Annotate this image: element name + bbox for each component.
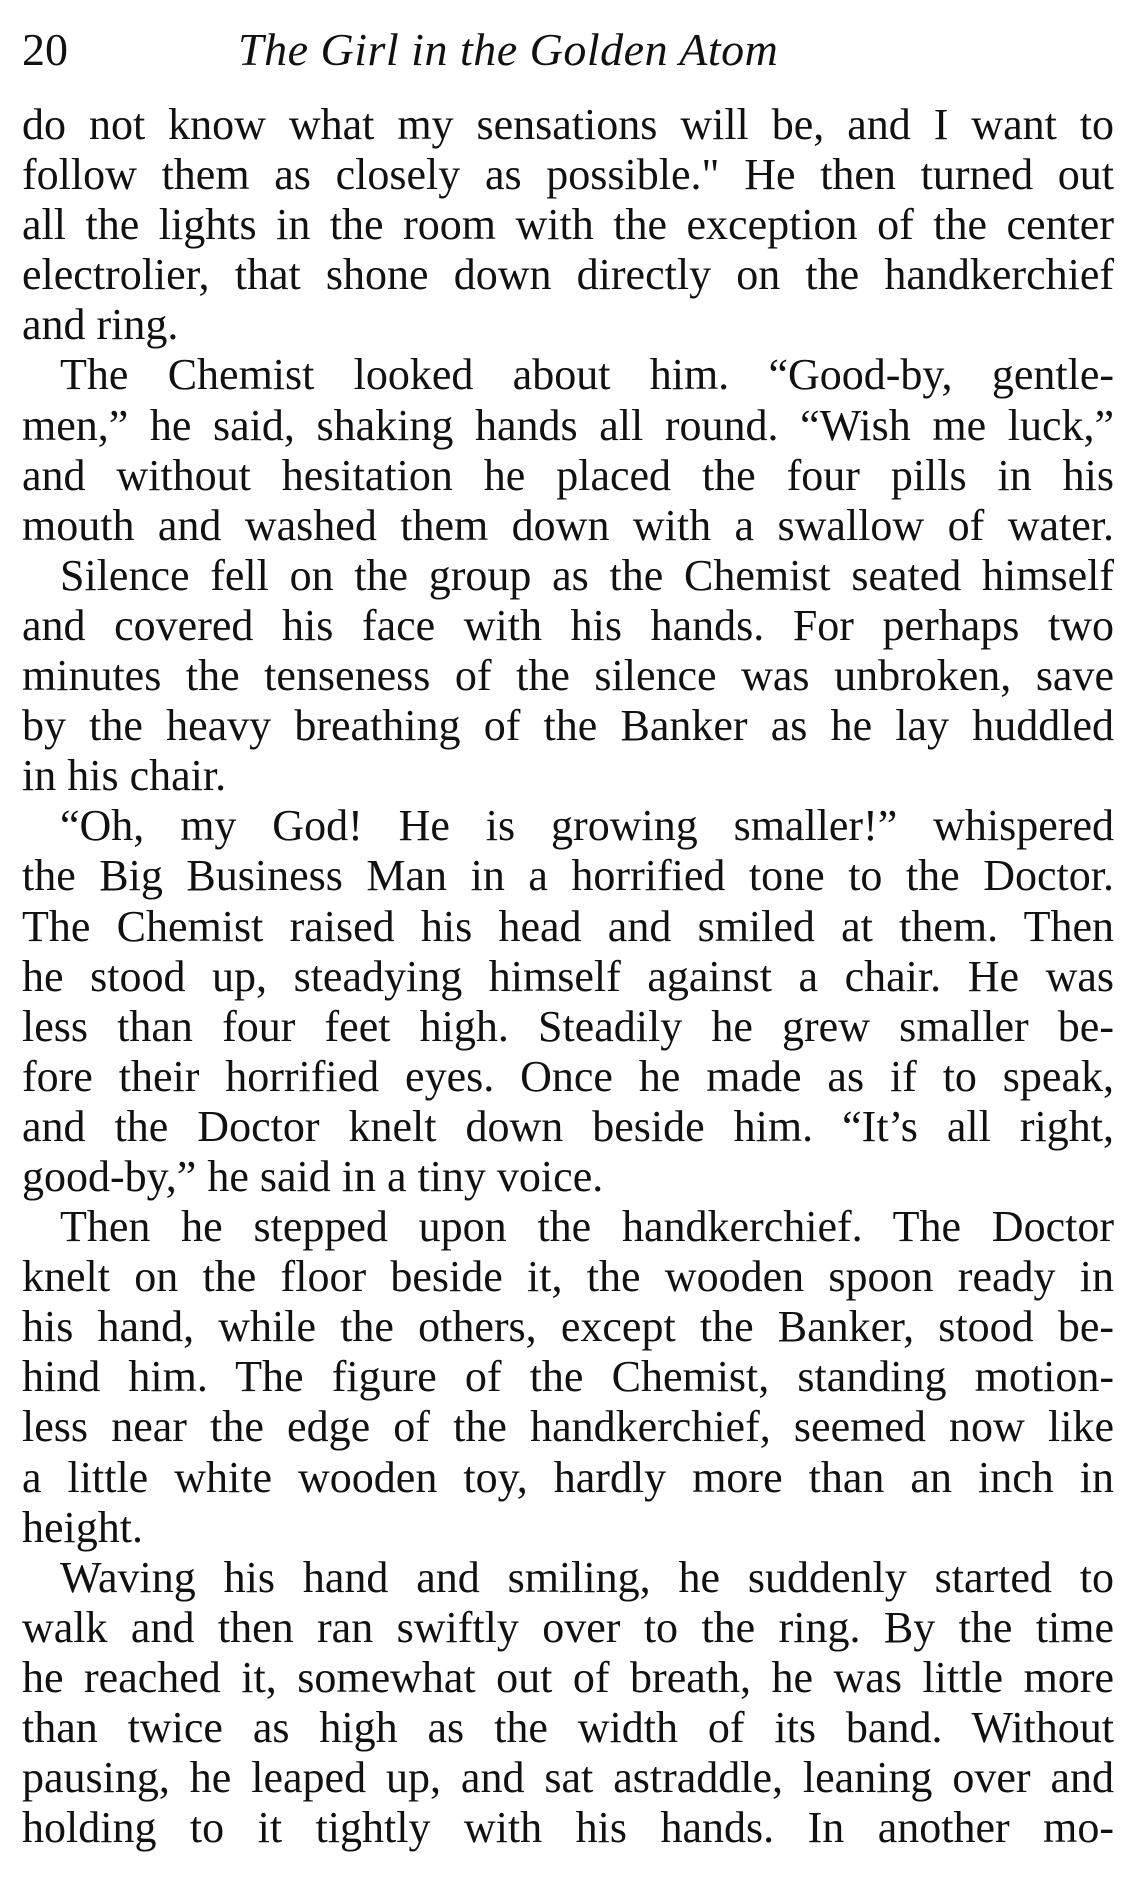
text-line: he stood up, steadying himself against a chair. He was (22, 951, 1114, 1001)
text-line: his hand, while the others, except the Banker, stood be- (22, 1302, 1114, 1352)
text-line: electrolier, that shone down directly on the handkerchief (22, 250, 1114, 300)
text-line: less than four feet high. Steadily he grew smaller be- (22, 1001, 1114, 1051)
text-line: he reached it, somewhat out of breath, he was little more (22, 1652, 1114, 1702)
text-line: “Oh, my God! He is growing smaller!” whispered (60, 801, 1114, 851)
text-line: the Big Business Man in a horrified tone to the Doctor. (22, 851, 1114, 901)
text-line: and covered his face with his hands. For perhaps two (22, 600, 1114, 650)
text-line: Silence fell on the group as the Chemist seated himself (60, 550, 1114, 600)
text-line: men,” he said, shaking hands all round. “Wish me luck,” (22, 400, 1114, 450)
page-header (22, 0, 1114, 96)
text-line: The Chemist looked about him. “Good-by, gentle- (60, 350, 1114, 400)
text-line: less near the edge of the handkerchief, seemed now like (22, 1402, 1114, 1452)
text-line: good-by,” he said in a tiny voice. (22, 1151, 604, 1201)
text-line: The Chemist raised his head and smiled at them. Then (22, 901, 1114, 951)
text-line: do not know what my sensations will be, and I want to (22, 100, 1114, 149)
text-line: by the heavy breathing of the Banker as he lay huddled (22, 701, 1114, 751)
text-line: knelt on the floor beside it, the wooden spoon ready in (22, 1252, 1114, 1302)
text-line: hind him. The figure of the Chemist, standing motion- (22, 1352, 1114, 1402)
text-line: and ring. (22, 300, 179, 350)
text-line: all the lights in the room with the exception of the center (22, 200, 1114, 250)
text-line: follow them as closely as possible." He then turned out (22, 150, 1114, 200)
text-line: height. (22, 1502, 143, 1552)
text-line: minutes the tenseness of the silence was unbroken, save (22, 651, 1114, 701)
text-line: Waving his hand and smiling, he suddenly started to (60, 1552, 1114, 1602)
running-title: The Girl in the Golden Atom (238, 24, 779, 75)
text-line: mouth and washed them down with a swallow of water. (22, 500, 1114, 550)
book-page (22, 0, 1114, 1880)
text-line: and the Doctor knelt down beside him. “It’s all right, (22, 1101, 1114, 1151)
text-line: a little white wooden toy, hardly more than an inch in (22, 1452, 1114, 1502)
text-line: fore their horrified eyes. Once he made as if to speak, (22, 1051, 1114, 1101)
text-line: than twice as high as the width of its band. Without (22, 1703, 1114, 1752)
text-line: Then he stepped upon the handkerchief. The Doctor (60, 1202, 1114, 1252)
body-text (22, 100, 1114, 1853)
text-line: walk and then ran swiftly over to the ring. By the time (22, 1602, 1114, 1652)
text-line: in his chair. (22, 751, 227, 801)
text-line: pausing, he leaped up, and sat astraddle, leaning over and (22, 1753, 1114, 1803)
text-line: and without hesitation he placed the four pills in his (22, 450, 1114, 500)
text-line: holding to it tightly with his hands. In another mo- (22, 1803, 1114, 1853)
page-number: 20 (22, 24, 68, 75)
